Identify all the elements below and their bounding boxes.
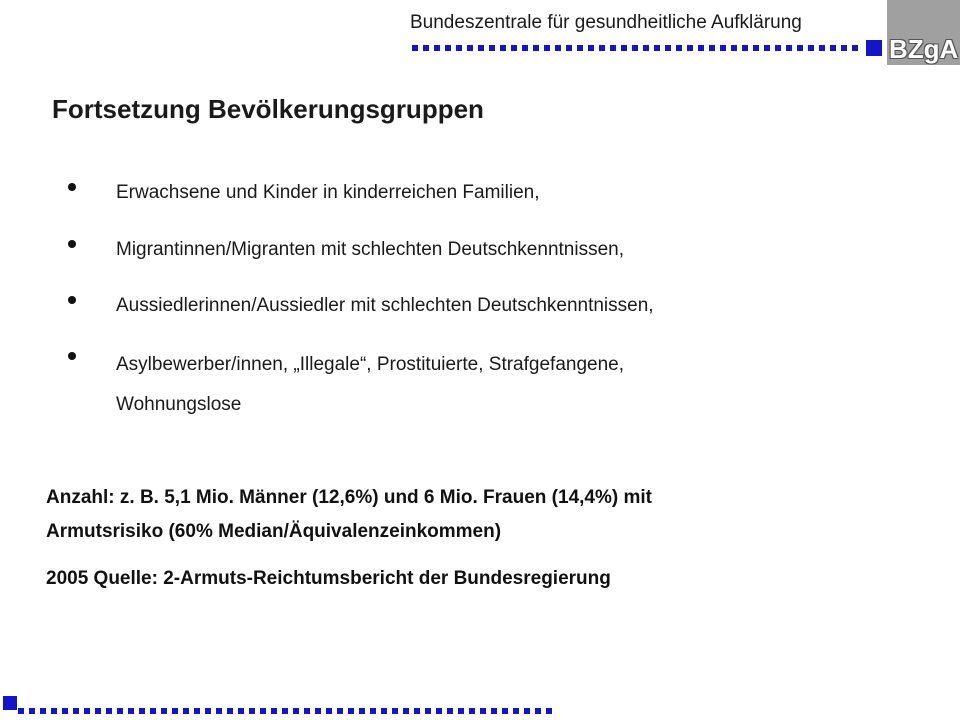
count-text-line-1: Anzahl: z. B. 5,1 Mio. Männer (12,6%) und 6 Mio. Frauen (14,4%) mit: [46, 487, 652, 508]
bullet-dot-icon: [68, 183, 76, 191]
dot-icon: [621, 45, 627, 51]
dot-icon: [480, 708, 486, 714]
dot-icon: [533, 45, 539, 51]
dot-icon: [513, 708, 519, 714]
dot-icon: [260, 708, 266, 714]
dot-icon: [425, 708, 431, 714]
dot-icon: [414, 708, 420, 714]
bullet-dot-icon: [68, 352, 76, 360]
dot-icon: [436, 708, 442, 714]
bullet-text: Aussiedlerinnen/Aussiedler mit schlechten Deutschkenntnissen,: [116, 295, 654, 316]
bullet-text: [116, 345, 624, 425]
dot-icon: [51, 708, 57, 714]
dot-icon: [348, 708, 354, 714]
dot-icon: [282, 708, 288, 714]
dot-icon: [599, 45, 605, 51]
dot-icon: [500, 45, 506, 51]
dot-icon: [381, 708, 387, 714]
dot-icon: [205, 708, 211, 714]
dot-icon: [249, 708, 255, 714]
dot-icon: [304, 708, 310, 714]
dot-icon: [588, 45, 594, 51]
dot-icon: [544, 45, 550, 51]
dot-icon: [403, 708, 409, 714]
bullet-dot-icon: [68, 296, 76, 304]
dot-icon: [447, 708, 453, 714]
dot-icon: [709, 45, 715, 51]
dot-icon: [511, 45, 517, 51]
dot-icon: [841, 45, 847, 51]
bullet-text-line-1: Asylbewerber/innen, „Illegale“, Prostituierte, Strafgefangene,: [116, 354, 624, 375]
organization-name: Bundeszentrale für gesundheitliche Aufklärung: [410, 12, 802, 33]
bullet-text-line-2: Wohnungslose: [116, 394, 242, 415]
dot-icon: [819, 45, 825, 51]
dot-icon: [753, 45, 759, 51]
dot-icon: [106, 708, 112, 714]
dot-icon: [434, 45, 440, 51]
dot-icon: [676, 45, 682, 51]
slide-title: Fortsetzung Bevölkerungsgruppen: [52, 94, 484, 124]
dot-icon: [742, 45, 748, 51]
dot-icon: [423, 45, 429, 51]
count-text-line-2: Armutsrisiko (60% Median/Äquivalenzeinkommen): [46, 521, 502, 542]
dot-icon: [522, 45, 528, 51]
dot-icon: [665, 45, 671, 51]
dot-icon: [720, 45, 726, 51]
dot-icon: [577, 45, 583, 51]
dot-icon: [326, 708, 332, 714]
source-text: 2005 Quelle: 2-Armuts-Reichtumsbericht der Bundesregierung: [46, 568, 611, 589]
dot-icon: [469, 708, 475, 714]
footer-blue-square: [3, 696, 17, 710]
dot-icon: [654, 45, 660, 51]
dot-icon: [535, 708, 541, 714]
dot-icon: [73, 708, 79, 714]
dot-icon: [271, 708, 277, 714]
bullet-text: Migrantinnen/Migranten mit schlechten Deutschkenntnissen,: [116, 239, 624, 260]
dot-icon: [502, 708, 508, 714]
dot-icon: [95, 708, 101, 714]
dot-icon: [139, 708, 145, 714]
dot-icon: [566, 45, 572, 51]
dot-icon: [775, 45, 781, 51]
dot-icon: [128, 708, 134, 714]
dot-icon: [610, 45, 616, 51]
dot-icon: [555, 45, 561, 51]
dot-icon: [458, 708, 464, 714]
dot-icon: [337, 708, 343, 714]
bullet-text: Erwachsene und Kinder in kinderreichen Familien,: [116, 182, 540, 203]
dot-icon: [293, 708, 299, 714]
dot-icon: [227, 708, 233, 714]
dot-icon: [731, 45, 737, 51]
dot-icon: [478, 45, 484, 51]
dot-icon: [84, 708, 90, 714]
footer-dotted-line: [18, 708, 552, 714]
dot-icon: [546, 708, 552, 714]
dot-icon: [764, 45, 770, 51]
dot-icon: [445, 45, 451, 51]
dot-icon: [491, 708, 497, 714]
dot-icon: [456, 45, 462, 51]
dot-icon: [698, 45, 704, 51]
bzga-logo: BZgA: [889, 34, 959, 64]
dot-icon: [797, 45, 803, 51]
dot-icon: [643, 45, 649, 51]
dot-icon: [183, 708, 189, 714]
dot-icon: [852, 45, 858, 51]
dot-icon: [467, 45, 473, 51]
dot-icon: [117, 708, 123, 714]
dot-icon: [150, 708, 156, 714]
dot-icon: [29, 708, 35, 714]
dot-icon: [489, 45, 495, 51]
dot-icon: [194, 708, 200, 714]
dot-icon: [238, 708, 244, 714]
dot-icon: [62, 708, 68, 714]
header-blue-square: [866, 40, 882, 56]
dot-icon: [18, 708, 24, 714]
dot-icon: [412, 45, 418, 51]
dot-icon: [392, 708, 398, 714]
dot-icon: [808, 45, 814, 51]
bullet-dot-icon: [68, 240, 76, 248]
dot-icon: [786, 45, 792, 51]
dot-icon: [524, 708, 530, 714]
dot-icon: [359, 708, 365, 714]
dot-icon: [370, 708, 376, 714]
dot-icon: [632, 45, 638, 51]
dot-icon: [40, 708, 46, 714]
dot-icon: [315, 708, 321, 714]
dot-icon: [161, 708, 167, 714]
dot-icon: [172, 708, 178, 714]
dot-icon: [216, 708, 222, 714]
header-dotted-line: [412, 45, 858, 51]
dot-icon: [830, 45, 836, 51]
dot-icon: [687, 45, 693, 51]
